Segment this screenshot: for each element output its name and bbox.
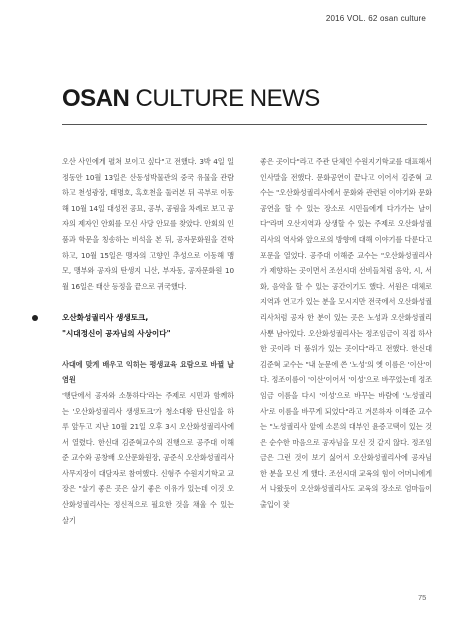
spacer (62, 294, 234, 310)
title-bold: OSAN (62, 85, 130, 112)
section-subheading (62, 310, 234, 341)
article-paragraph: '행단에서 공자와 소통하다'라는 주제로 시민과 함께하는 '오산화성궐리사 생생토크'가 청소대왕 탄신일을 하루 앞두고 지난 10월 21일 오후 3시 오산화성궐리사에서 열렸다. 한신대 김준혁교수의 진행으로 공주대 이해준 교수와 공창배 오산문화원장, 공준식 오산화성궐리사사무지장이 대담자로 참여했다. 신형주 수원지기학교 교장은 "살기 좋은 곳은 살기 좋은 이유가 있는데 이것 오산화성궐리사는 정신적으로 필요한 것을 채울 수 있는 살기 (62, 390, 234, 525)
article-paragraph: 좋은 곳이다"라고 주관 단체인 수원지기학교를 대표해서 인사말을 전했다. 문화공연이 끝나고 이어서 김준혁 교수는 "오산화성궐리사에서 문화와 관련된 이야기와 문화 공연을 할 수 있는 장소로 시민들에게 다가가는 날이다"라며 오산지역과 상생할 수 있는 주제로 오산화성궐리사의 역사와 앞으로의 방향에 대해 이야기를 다룬다고 포문을 열었다. 공주대 이해준 교수는 "오산화성궐리사가 제향하는 곳이면서 조선시대 선비들처럼 음악, 시, 서화, 음악을 할 수 있는 공간이기도 했다. 서원은 대체로 지역과 연고가 있는 분을 모시지만 전국에서 오산화성궐리사처럼 공자 한 분이 있는 곳은 노성과 오산화성궐리사뿐 남아있다. 오산화성궐리사는 정조임금이 직접 하사한 곳이라 더 품위가 있는 곳이다"라고 전했다. 한신대 김준혁 교수는 "내 눈문에 쓴 '노성'의 옛 이름은 '이산'이다. 정조이름이 '이산'이어서 '이성'으로 바꾸었는데 정조임금 이름을 다시 '이성'으로 바꾸는 바람에 '노성궐리사'로 이름을 바꾸게 되었다"라고 겨론하자 이해준 교수는 "노성궐리사 앞에 소론의 대부인 윤증고택이 있는 것은 순수한 마음으로 공자님을 모신 것 같지 않다. 정조임금은 그런 것이 보기 싫어서 오산화성궐리사에 공자님 한 분을 모신 게 했다. 조선시대 교육의 힘이 어머니에게서 나왔듯이 오산화성궐리사도 교육의 장소로 엄마들이 출입이 잦 (260, 157, 432, 510)
spacer (62, 341, 234, 357)
title-divider (62, 124, 427, 125)
page-title (62, 86, 320, 112)
issue-info: 2016 VOL. 62 osan culture (325, 14, 426, 23)
page-number: 75 (418, 593, 427, 602)
left-column (62, 154, 234, 528)
title-light: CULTURE NEWS (129, 85, 320, 112)
bullet-icon (32, 315, 38, 321)
section-lead: 사대에 맞게 배우고 익히는 평생교육 요람으로 바뀔 날 염원 (62, 359, 234, 385)
article-paragraph: 오산 사인에게 펼쳐 보이고 싶다"고 전했다. 3박 4일 일정동안 10월 13일은 산동성박물관의 중국 유물을 관람하고 천성광장, 태명호, 흑호천을 둘러본 뒤 곡부로 이동해 10월 14일 대성전 공묘, 공부, 공림을 차례로 보고 공자의 제자인 안회를 모신 사당 안묘를 찾았다. 안회의 인품과 학문을 칭송하는 비석을 본 뒤, 공자문화원을 견학하고, 10월 15일은 맹자의 고향인 추성으로 이동해 맹모, 맹부와 공자의 탄생지 니산, 부자동, 공자문화원 10월 16일은 태산 등정을 끝으로 귀국했다. (62, 157, 234, 291)
subheading-line-1: 오산화성궐리사 생생토크, (62, 312, 149, 322)
subheading-line-2: "시대정신이 공자님의 사상이다" (62, 328, 171, 338)
right-column (260, 154, 432, 513)
